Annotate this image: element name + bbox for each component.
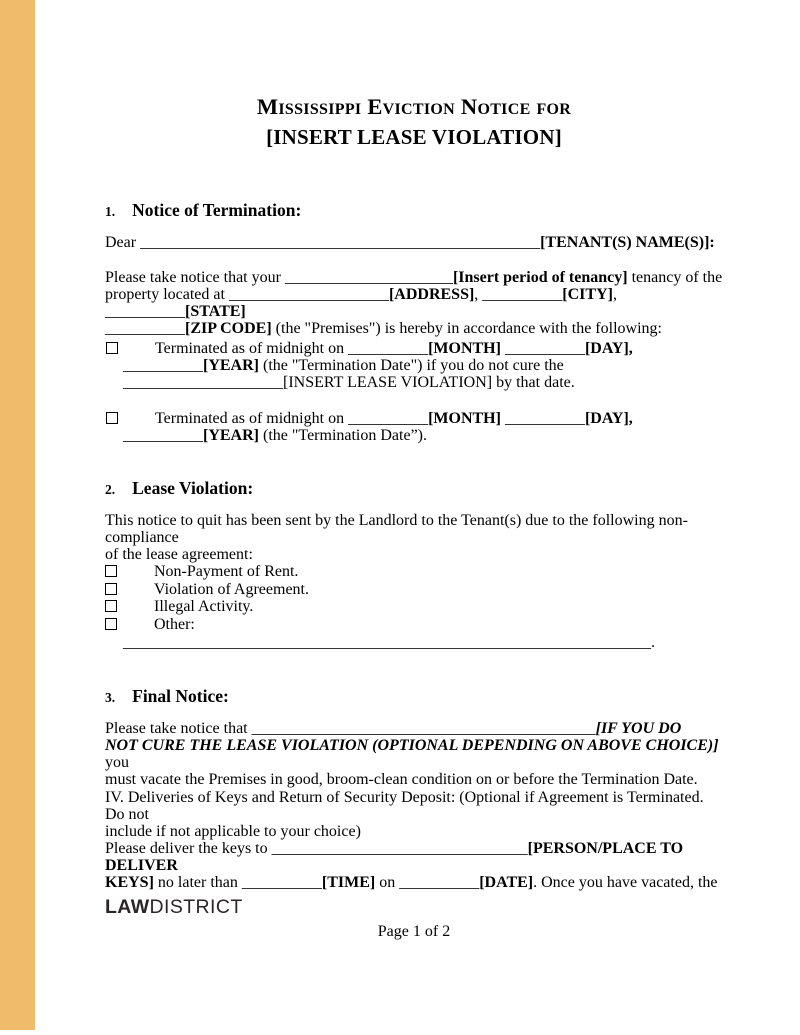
salutation-line: Dear __________________________________________________[TENANT(S) NAME(S)]: xyxy=(105,234,715,251)
final-notice-paragraph: Please take notice that ___________________________________________[IF YOU DO NOT CURE THE LEASE VIOLATION (OPTIONAL DEPENDING ON ABOVE CHOICE)] you must vacate the Premises in good, broom-clean condition on or before the Termination Date. xyxy=(105,720,719,788)
keys-deposit-heading-paragraph: IV. Deliveries of Keys and Return of Security Deposit: (Optional if Agreement is Terminated. Do not include if not applicable to your choice) xyxy=(105,789,704,840)
left-accent-bar xyxy=(0,0,35,1030)
termination-option-with-cure-text: Terminated as of midnight on __________[MONTH] __________[DAY], __________[YEAR] (the "Termination Date") if you do not cure the ____________________[INSERT LEASE VIOLATION] by that date. xyxy=(123,340,633,391)
title-line-2: [INSERT LEASE VIOLATION] xyxy=(266,125,562,149)
checkbox-illegal[interactable] xyxy=(105,600,117,612)
notice-intro-paragraph: Please take notice that your _____________________[Insert period of tenancy] tenancy of the property located at ____________________[ADDRESS], __________[CITY], __________[STATE] __________[ZIP CODE] (the "Premises") is hereby in accordance with the following: xyxy=(105,269,723,337)
checkbox-nonpayment[interactable] xyxy=(105,565,117,577)
lease-violation-paragraph: This notice to quit has been sent by the Landlord to the Tenant(s) due to the following non-compliance of the lease agreement: xyxy=(105,512,688,563)
checkbox-termination-final[interactable] xyxy=(106,412,118,424)
document-title xyxy=(105,91,723,153)
termination-option-final-text: Terminated as of midnight on __________[MONTH] __________[DAY], __________[YEAR] (the "Termination Date”). xyxy=(123,410,633,444)
lawdistrict-logo xyxy=(105,896,723,918)
checklist-item-illegal xyxy=(105,598,723,616)
checklist-item-nonpayment xyxy=(105,563,723,581)
section-2-heading xyxy=(105,480,723,498)
section-1-number: 1. xyxy=(105,204,116,219)
title-line-1: Mississippi Eviction Notice for xyxy=(256,94,572,119)
other-blank-line: __________________________________________________________________. xyxy=(123,634,655,651)
logo-district-part: DISTRICT xyxy=(149,896,243,918)
checklist-label-other: Other: xyxy=(154,615,195,633)
checklist-label-violation: Violation of Agreement. xyxy=(154,580,309,598)
section-3-heading xyxy=(105,688,723,706)
termination-option-final xyxy=(105,410,723,444)
checkbox-violation[interactable] xyxy=(105,583,117,595)
section-2-title: Lease Violation: xyxy=(132,478,254,498)
checkbox-other[interactable] xyxy=(105,618,117,630)
section-2-number: 2. xyxy=(105,482,116,497)
deliver-keys-paragraph: Please deliver the keys to ________________________________[PERSON/PLACE TO DELIVER KEYS] no later than __________[TIME] on __________[DATE]. Once you have vacated, the xyxy=(105,840,718,891)
checklist-item-other xyxy=(105,616,723,634)
checklist-label-nonpayment: Non-Payment of Rent. xyxy=(154,563,299,580)
section-3-title: Final Notice: xyxy=(132,686,229,706)
page-number: Page 1 of 2 xyxy=(377,923,451,940)
section-3-number: 3. xyxy=(105,690,116,705)
checkbox-termination-with-cure[interactable] xyxy=(106,342,118,354)
termination-option-with-cure xyxy=(105,340,723,391)
logo-law-part: LAW xyxy=(105,896,150,918)
checklist-label-illegal: Illegal Activity. xyxy=(154,598,254,615)
violation-checklist xyxy=(105,563,723,633)
checklist-item-violation xyxy=(105,581,723,599)
section-1-heading xyxy=(105,202,723,220)
section-1-title: Notice of Termination: xyxy=(132,200,302,220)
